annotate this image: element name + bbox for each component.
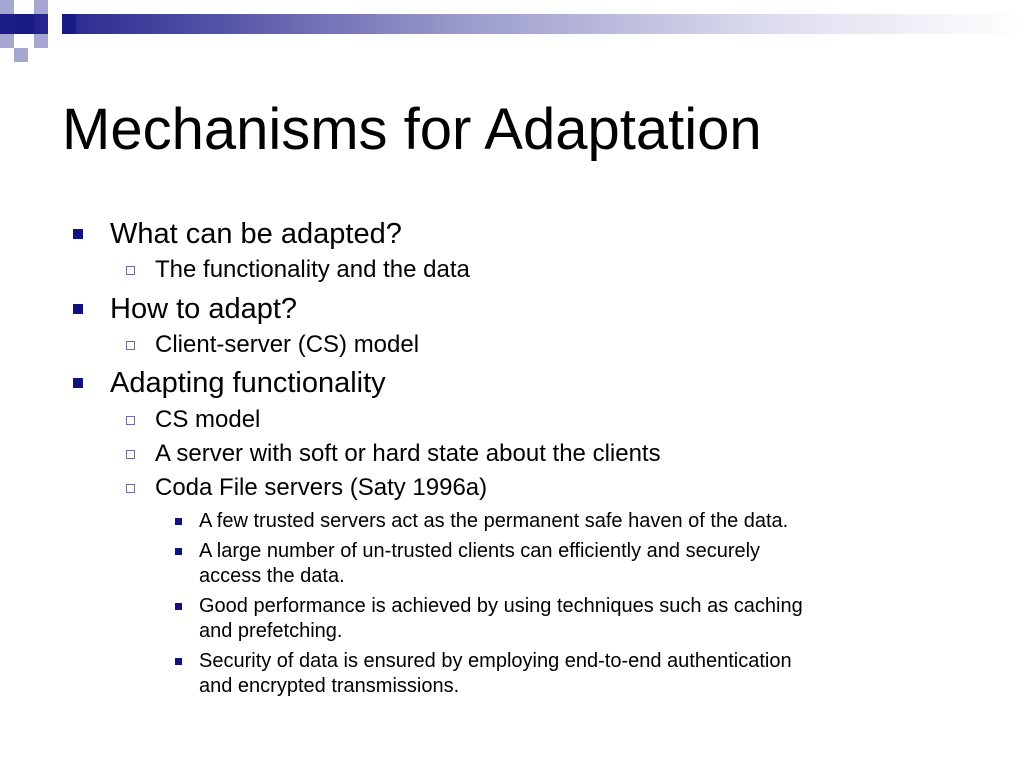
hollow-square-bullet-icon [126,266,135,275]
coda-point-untrusted-clients: A large number of un-trusted clients can efficiently and securely [199,540,761,562]
small-square-bullet-icon [175,518,182,525]
small-square-bullet-icon [175,603,182,610]
bullet-what-can-be-adapted: What can be adapted? [110,218,402,250]
sub-bullet-coda-file-servers: Coda File servers (Saty 1996a) [155,474,488,501]
sub-bullet-client-server: Client-server (CS) model [155,331,420,358]
sub-bullet-functionality-data: The functionality and the data [155,256,470,283]
hollow-square-bullet-icon [126,341,135,350]
bullet-how-to-adapt: How to adapt? [110,293,298,325]
square-bullet-icon [73,304,83,314]
coda-point-security-cont: and encrypted transmissions. [199,675,460,697]
hollow-square-bullet-icon [126,484,135,493]
small-square-bullet-icon [175,658,182,665]
coda-point-trusted-servers: A few trusted servers act as the permanent safe haven of the data. [199,510,789,532]
sub-bullet-soft-hard-state: A server with soft or hard state about the clients [155,440,661,467]
coda-point-performance: Good performance is achieved by using techniques such as caching [199,595,803,617]
coda-point-performance-cont: and prefetching. [199,620,343,642]
slide-title: Mechanisms for Adaptation [62,97,762,162]
hollow-square-bullet-icon [126,416,135,425]
sub-bullet-cs-model: CS model [155,406,261,433]
hollow-square-bullet-icon [126,450,135,459]
small-square-bullet-icon [175,548,182,555]
square-bullet-icon [73,378,83,388]
coda-point-untrusted-clients-cont: access the data. [199,565,345,587]
coda-point-security: Security of data is ensured by employing end-to-end authentication [199,650,792,672]
bullet-adapting-functionality: Adapting functionality [110,367,386,399]
square-bullet-icon [73,229,83,239]
